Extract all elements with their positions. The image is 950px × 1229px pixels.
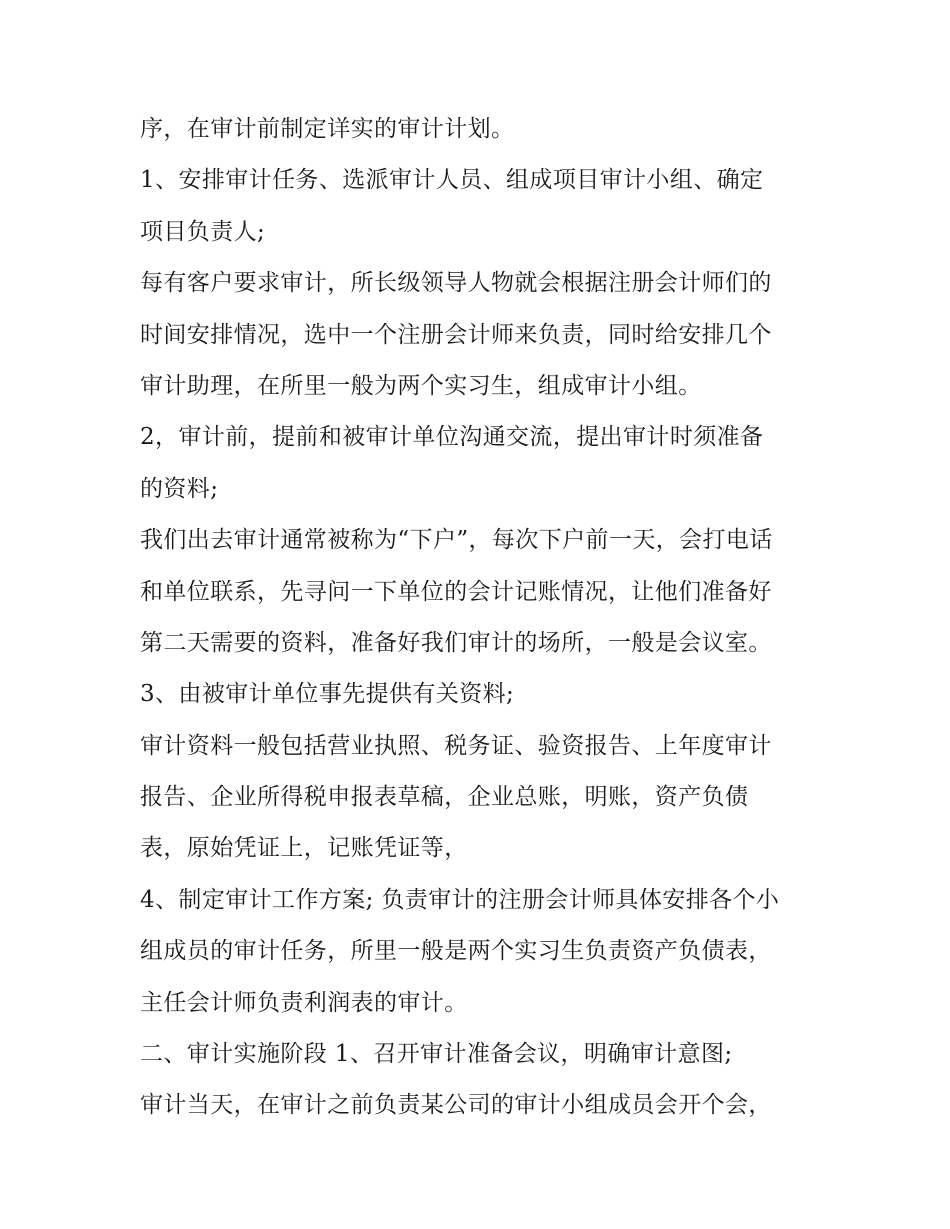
text-line: 组成员的审计任务，所里一般是两个实习生负责资产负债表，: [140, 938, 772, 965]
text-line: 序，在审计前制定详实的审计计划。: [140, 116, 515, 142]
text-line: 3、由被审计单位事先提供有关资料;: [140, 681, 515, 708]
text-line: 4、制定审计工作方案; 负责审计的注册会计师具体安排各个小: [140, 886, 780, 913]
text-line: 审计当天，在审计之前负责某公司的审计小组成员会开个会，: [140, 1092, 772, 1119]
text-line: 表，原始凭证上，记账凭证等，: [140, 835, 468, 862]
text-line: 时间安排情况，选中一个注册会计师来负责，同时给安排几个: [140, 321, 772, 348]
text-line: 2，审计前，提前和被审计单位沟通交流，提出审计时须准备: [140, 424, 764, 451]
text-line: 1、安排审计任务、选派审计人员、组成项目审计小组、确定: [140, 167, 764, 194]
text-line: 我们出去审计通常被称为“下户”，每次下户前一天，会打电话: [140, 527, 773, 554]
text-line: 主任会计师负责利润表的审计。: [140, 989, 468, 1016]
text-line: 第二天需要的资料，准备好我们审计的场所，一般是会议室。: [140, 629, 772, 656]
text-line: 审计助理，在所里一般为两个实习生，组成审计小组。: [140, 372, 702, 399]
text-line: 审计资料一般包括营业执照、税务证、验资报告、上年度审计: [140, 732, 772, 759]
document-body: [140, 104, 840, 1132]
text-line: 二、审计实施阶段 1、召开审计准备会议，明确审计意图;: [140, 1041, 733, 1068]
text-line: 每有客户要求审计，所长级领导人物就会根据注册会计师们的: [140, 270, 772, 297]
text-line: 和单位联系，先寻问一下单位的会计记账情况，让他们准备好: [140, 578, 772, 605]
text-line: 项目负责人;: [140, 218, 266, 245]
text-line: 报告、企业所得税申报表草稿，企业总账，明账，资产负债: [140, 784, 749, 811]
text-line: 的资料;: [140, 475, 219, 502]
